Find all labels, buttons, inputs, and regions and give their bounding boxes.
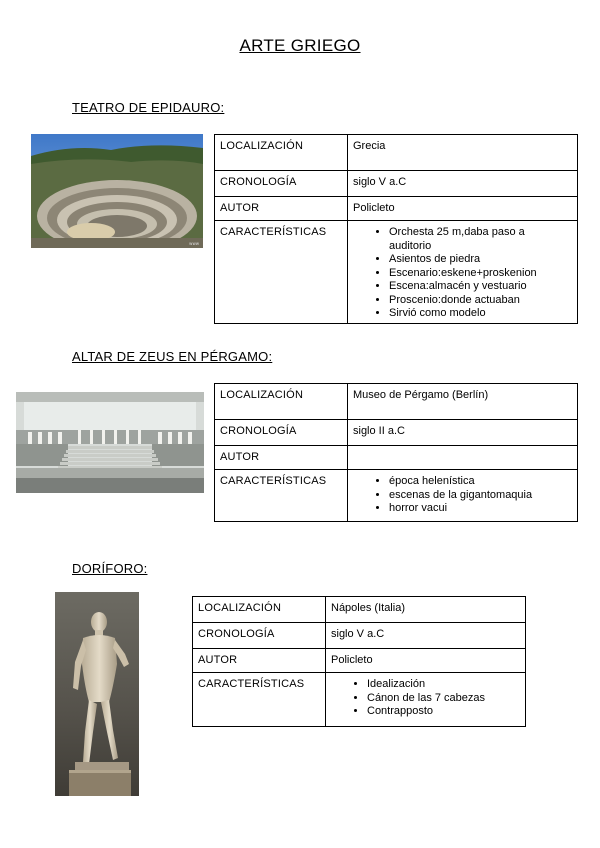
doriforo-statue-photo <box>55 592 139 796</box>
label-localizacion: LOCALIZACIÓN <box>215 384 348 420</box>
value-autor <box>348 446 578 470</box>
label-caracteristicas: CARACTERÍSTICAS <box>193 673 326 727</box>
list-item: • época helenística <box>389 475 572 489</box>
value-localizacion: Museo de Pérgamo (Berlín) <box>348 384 578 420</box>
list-item: • Asientos de piedra <box>389 253 557 267</box>
teatro-epidauro-photo <box>31 134 203 248</box>
value-localizacion: Grecia <box>348 135 578 171</box>
info-table-teatro <box>214 134 578 324</box>
label-cronologia: CRONOLOGÍA <box>193 623 326 649</box>
value-autor: Policleto <box>326 649 526 673</box>
label-caracteristicas: CARACTERÍSTICAS <box>215 470 348 522</box>
list-item: • Cánon de las 7 cabezas <box>367 692 520 706</box>
value-caracteristicas <box>326 673 526 727</box>
list-item: • Orchesta 25 m,daba paso a auditorio <box>389 226 557 253</box>
info-table-doriforo <box>192 596 526 727</box>
label-autor: AUTOR <box>215 446 348 470</box>
label-caracteristicas: CARACTERÍSTICAS <box>215 221 348 324</box>
list-item: • Escena:almacén y vestuario <box>389 280 557 294</box>
value-caracteristicas <box>348 470 578 522</box>
list-item: • Proscenio:donde actuaban <box>389 294 557 308</box>
section-heading-altar: ALTAR DE ZEUS EN PÉRGAMO: <box>72 349 273 364</box>
label-localizacion: LOCALIZACIÓN <box>215 135 348 171</box>
info-table-altar <box>214 383 578 522</box>
label-autor: AUTOR <box>193 649 326 673</box>
list-item: • Idealización <box>367 678 520 692</box>
value-cronologia: siglo V a.C <box>348 171 578 197</box>
label-cronologia: CRONOLOGÍA <box>215 420 348 446</box>
list-item: • Contrapposto <box>367 705 520 719</box>
page-title: ARTE GRIEGO <box>239 36 361 55</box>
altar-zeus-photo <box>16 392 204 493</box>
label-cronologia: CRONOLOGÍA <box>215 171 348 197</box>
value-autor: Policleto <box>348 197 578 221</box>
list-item: • horror vacui <box>389 502 572 516</box>
value-caracteristicas <box>348 221 578 324</box>
svg-text:www: www <box>189 241 199 246</box>
value-cronologia: siglo V a.C <box>326 623 526 649</box>
list-item: • escenas de la gigantomaquia <box>389 489 572 503</box>
value-localizacion: Nápoles (Italia) <box>326 597 526 623</box>
label-localizacion: LOCALIZACIÓN <box>193 597 326 623</box>
value-cronologia: siglo II a.C <box>348 420 578 446</box>
list-item: • Escenario:eskene+proskenion <box>389 267 557 281</box>
section-heading-doriforo: DORÍFORO: <box>72 561 148 576</box>
section-heading-teatro: TEATRO DE EPIDAURO: <box>72 100 225 115</box>
label-autor: AUTOR <box>215 197 348 221</box>
list-item: • Sirvió como modelo <box>389 307 557 321</box>
